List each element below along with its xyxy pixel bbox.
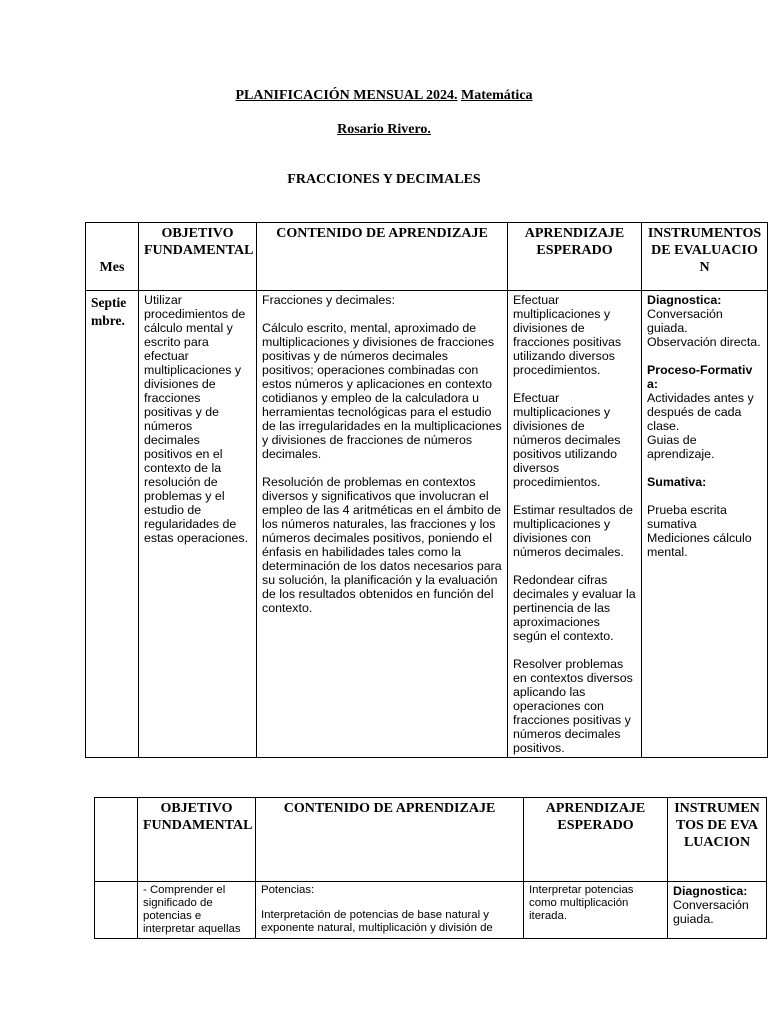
sumativa-label: Sumativa: xyxy=(647,475,707,489)
table-row xyxy=(86,291,768,758)
contenido-paragraph: Resolución de problemas en contextos diversos y significativos que involucran el empleo de las 4 aritméticas en el ámbito de los números naturales, las fracciones y los números decimales positivos, poniendo el énfasis en habilidades tales como la determinación de los datos necesarios para su solución, la planificación y la evaluación de los resultados obtenidos en función del contexto. xyxy=(262,475,502,615)
subject-text: Matemática xyxy=(461,88,533,103)
header-contenido: CONTENIDO DE APRENDIZAJE xyxy=(256,798,524,882)
header-aprendizaje: APRENDIZAJE ESPERADO xyxy=(524,798,668,882)
sumativa-text: Mediciones cálculo mental. xyxy=(647,531,752,559)
contenido-paragraph: Interpretación de potencias de base natural y exponente natural, multiplicación y división de xyxy=(261,909,493,934)
mes-cell: Septiembre. xyxy=(86,291,139,758)
contenido-cell xyxy=(257,291,508,758)
diagnostica-label: Diagnostica: xyxy=(647,293,722,307)
aprendizaje-item: Redondear cifras decimales y evaluar la pertinencia de las aproximaciones según el contexto. xyxy=(513,573,636,643)
header-mes: Mes xyxy=(86,223,139,291)
contenido-paragraph: Cálculo escrito, mental, aproximado de multiplicaciones y divisiones de fracciones positivas y de números decimales positivos; operaciones combinadas con estos números y aplicaciones en contexto cotidianos y empleo de la calculadora u herramientas tecnológicas para el estudio de las irregularidades en la multiplicaciones y divisiones de fracciones de números decimales. xyxy=(262,321,502,461)
planning-table-2 xyxy=(94,797,767,939)
unit-title: FRACCIONES Y DECIMALES xyxy=(287,172,481,187)
header-objetivo: OBJETIVO FUNDAMENTAL xyxy=(139,223,257,291)
plan-title xyxy=(0,88,768,104)
diagnostica-label: Diagnostica: xyxy=(673,884,748,898)
header-instrumentos: INSTRUMENTOS DE EVALUACION xyxy=(642,223,768,291)
proceso-label: Proceso-Formativa: xyxy=(647,363,753,391)
table-2-header-row xyxy=(95,798,767,882)
aprendizaje-item: Resolver problemas en contextos diversos aplicando las operaciones con fracciones positivas y números decimales positivos. xyxy=(513,657,633,755)
header-aprendizaje: APRENDIZAJE ESPERADO xyxy=(508,223,642,291)
proceso-text: Actividades antes y después de cada clase. xyxy=(647,391,754,433)
header-instrumentos: INSTRUMENTOS DE EVALUACION xyxy=(668,798,767,882)
contenido-cell xyxy=(256,882,524,939)
header-mes-empty xyxy=(95,798,138,882)
aprendizaje-item: Efectuar multiplicaciones y divisiones de números decimales positivos utilizando diversos procedimientos. xyxy=(513,391,621,489)
objetivo-cell: Utilizar procedimientos de cálculo mental y escrito para efectuar multiplicaciones y divisiones de fracciones positivas y de números decimales positivos en el contexto de la resolución de problemas y el estudio de regularidades de estas operaciones. xyxy=(139,291,257,758)
mes-cell-empty xyxy=(95,882,138,939)
planning-table-1 xyxy=(85,222,768,758)
sumativa-text: Prueba escrita sumativa xyxy=(647,503,727,531)
table-1-header-row xyxy=(86,223,768,291)
proceso-text: Guias de aprendizaje. xyxy=(647,433,715,461)
author-name: Rosario Rivero. xyxy=(337,122,431,137)
objetivo-cell: - Comprender el significado de potencias e interpretar aquellas xyxy=(138,882,256,939)
plan-title-text: PLANIFICACIÓN MENSUAL 2024. xyxy=(235,88,458,103)
header-objetivo: OBJETIVO FUNDAMENTAL xyxy=(138,798,256,882)
aprendizaje-cell xyxy=(508,291,642,758)
table-row xyxy=(95,882,767,939)
contenido-title: Fracciones y decimales: xyxy=(262,293,395,307)
aprendizaje-cell: Interpretar potencias como multiplicación iterada. xyxy=(524,882,668,939)
instrumentos-cell xyxy=(642,291,768,758)
diagnostica-text: Conversación guiada. xyxy=(647,307,723,335)
aprendizaje-item: Efectuar multiplicaciones y divisiones de fracciones positivas utilizando diversos procedimientos. xyxy=(513,293,622,377)
aprendizaje-item: Estimar resultados de multiplicaciones y divisiones con números decimales. xyxy=(513,503,633,559)
contenido-title: Potencias: xyxy=(261,884,315,896)
instrumentos-cell xyxy=(668,882,767,939)
diagnostica-text: Observación directa. xyxy=(647,335,761,349)
header-contenido: CONTENIDO DE APRENDIZAJE xyxy=(257,223,508,291)
diagnostica-text: Conversación guiada. xyxy=(673,898,749,926)
